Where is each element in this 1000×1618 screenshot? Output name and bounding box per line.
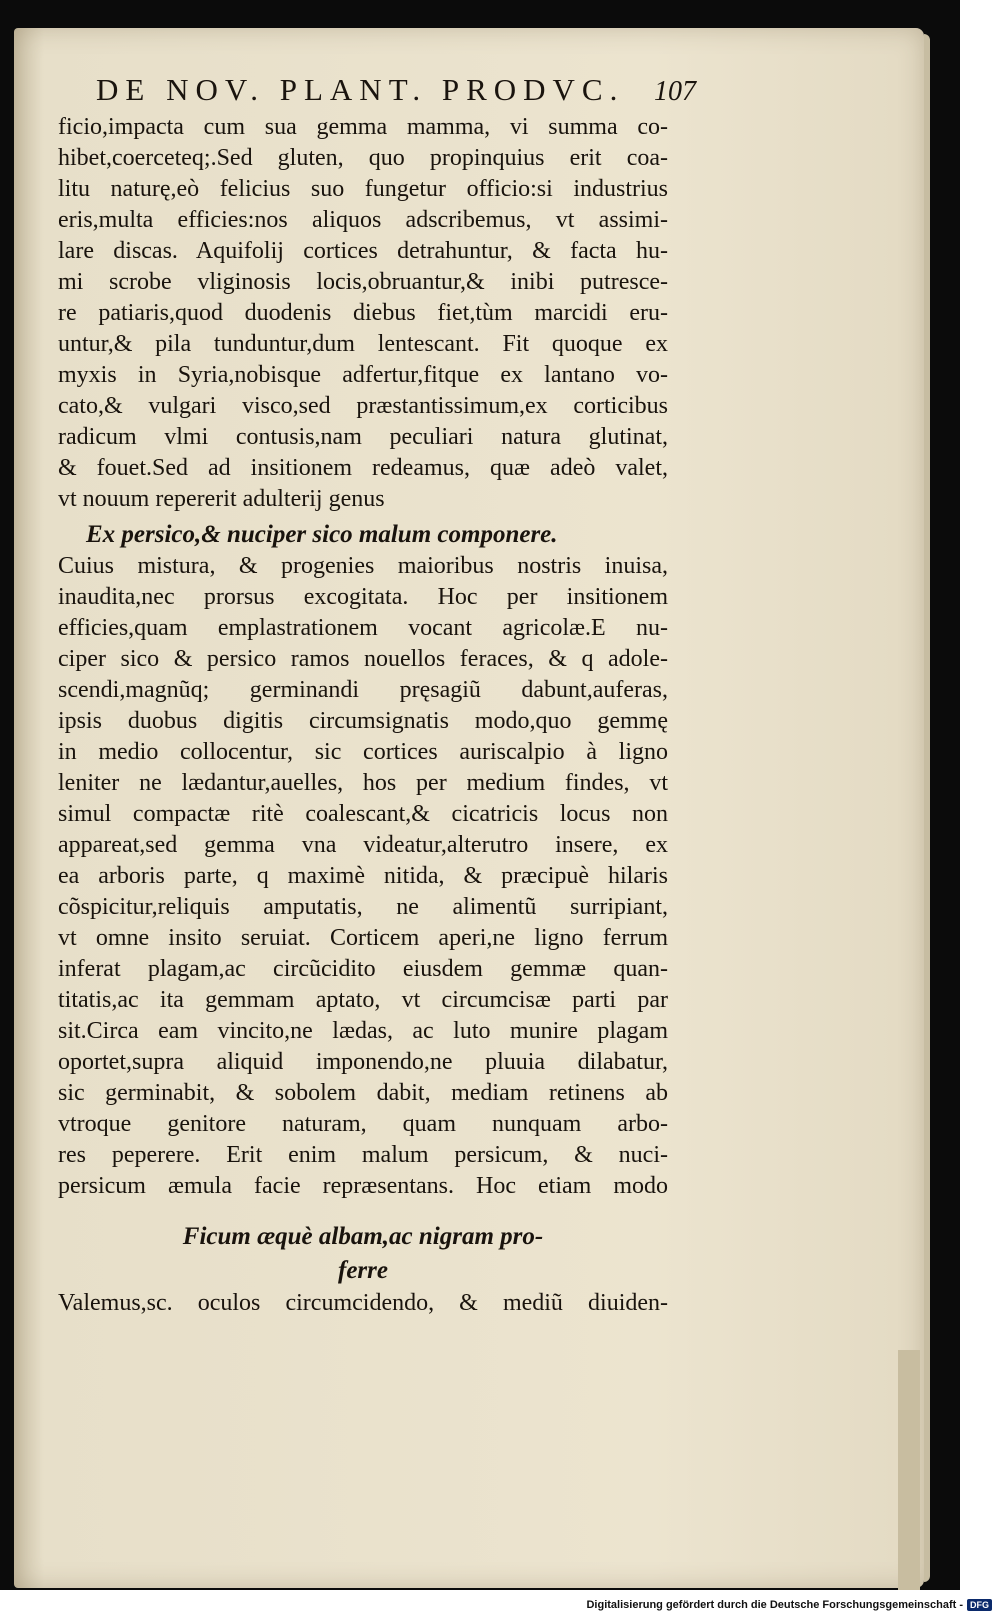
text-line: vt omne insito seruiat. Corticem aperi,ne ligno ferrum [58,925,668,951]
text-line: mi scrobe vliginosis locis,obruantur,& inibi putresce- [58,269,668,295]
text-line: inaudita,nec prorsus excogitata. Hoc per insitionem [58,584,668,610]
text-line: Cuius mistura, & progenies maioribus nostris inuisa, [58,553,668,579]
text-line: re patiaris,quod duodenis diebus fiet,tùm marcidi eru- [58,300,668,326]
text-line: efficies,quam emplastrationem vocant agricolæ.E nu- [58,615,668,641]
section-heading-2: Ficum æquè albam,ac nigram pro- [182,1223,544,1250]
dfg-logo: DFG [967,1599,992,1611]
text-line: simul compactæ ritè coalescant,& cicatricis locus non [58,801,668,827]
section-heading-2-continued: ferre [338,1257,388,1284]
paragraph-2 [58,551,668,1202]
text-line: eris,multa efficies:nos aliquos adscribemus, vt assimi- [58,207,668,233]
bookmark-strip [898,1350,920,1590]
text-line: inferat plagam,ac circũcidito eiusdem gemmæ quan- [58,956,668,982]
text-line: res peperere. Erit enim malum persicum, & nuci- [58,1142,668,1168]
text-line: scendi,magnũq; germinandi pręsagiũ dabunt,auferas, [58,677,668,703]
text-line: ficio,impacta cum sua gemma mamma, vi summa co- [58,114,668,140]
text-line: sic germinabit, & sobolem dabit, mediam retinens ab [58,1080,668,1106]
text-line: ciper sico & persico ramos nouellos feraces, & q adole- [58,646,668,672]
page-body [58,112,668,1319]
footer-credit: Digitalisierung gefördert durch die Deutsche Forschungsgemeinschaft - [586,1599,963,1611]
text-line: vtroque genitore naturam, quam nunquam arbo- [58,1111,668,1137]
text-line: leniter ne lædantur,auelles, hos per medium findes, vt [58,770,668,796]
text-line: hibet,coerceteq;.Sed gluten, quo propinquius erit coa- [58,145,668,171]
text-line: sit.Circa eam vincito,ne lædas, ac luto munire plagam [58,1018,668,1044]
page-edge [924,34,930,1582]
text-line: titatis,ac ita gemmam aptato, vt circumcisæ parti par [58,987,668,1013]
text-line: persicum æmula facie repræsentans. Hoc etiam modo [58,1173,668,1199]
text-line: appareat,sed gemma vna videatur,alterutro insere, ex [58,832,668,858]
text-line: in medio collocentur, sic cortices auriscalpio à ligno [58,739,668,765]
page-number: 107 [654,76,696,107]
text-line: litu naturę,eò felicius suo fungetur officio:si industrius [58,176,668,202]
text-line: ipsis duobus digitis circumsignatis modo,quo gemmę [58,708,668,734]
digitization-footer [586,1599,992,1611]
paragraph-1 [58,112,668,515]
text-line: cato,& vulgari visco,sed præstantissimum,ex corticibus [58,393,668,419]
text-line: cõspicitur,reliquis amputatis, ne alimentũ surripiant, [58,894,668,920]
running-head: DE NOV. PLANT. PRODVC. [96,72,625,107]
text-line: ea arboris parte, q maximè nitida, & præcipuè hilaris [58,863,668,889]
text-line: Valemus,sc. oculos circumcidendo, & mediũ diuiden- [58,1290,668,1316]
text-line: oportet,supra aliquid imponendo,ne pluuia dilabatur, [58,1049,668,1075]
section-gap [58,1202,668,1220]
text-line: radicum vlmi contusis,nam peculiari natura glutinat, [58,424,668,450]
page-header [96,72,696,108]
text-line: & fouet.Sed ad insitionem redeamus, quæ adeò valet, [58,455,668,481]
section-heading-1: Ex persico,& nuciper sico malum componere. [86,521,558,548]
text-line: vt nouum repererit adulterij genus [58,486,385,512]
text-line: untur,& pila tunduntur,dum lentescant. Fit quoque ex [58,331,668,357]
text-line: myxis in Syria,nobisque adfertur,fitque ex lantano vo- [58,362,668,388]
text-line: lare discas. Aquifolij cortices detrahuntur, & facta hu- [58,238,668,264]
